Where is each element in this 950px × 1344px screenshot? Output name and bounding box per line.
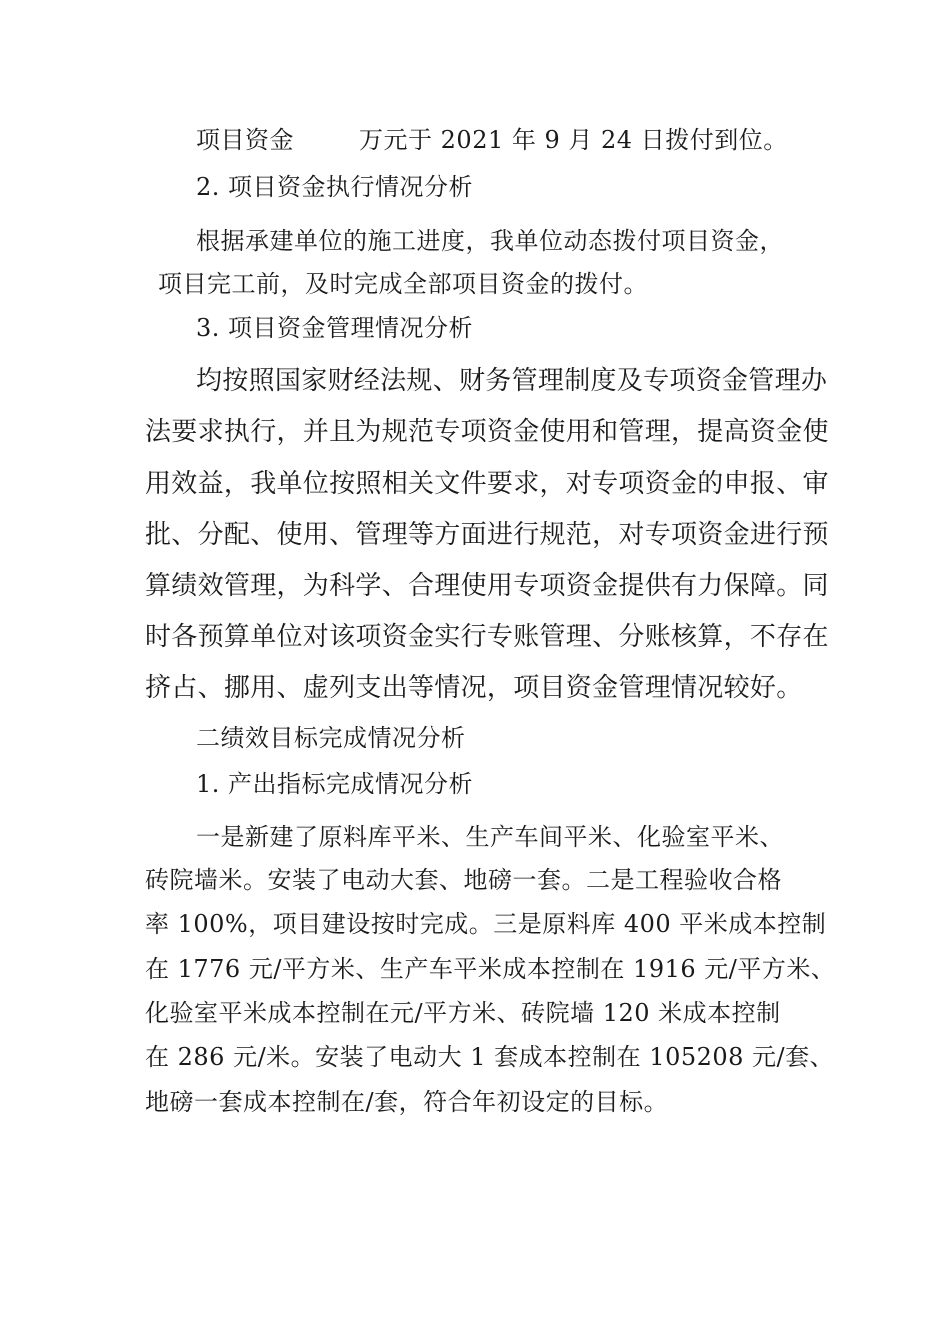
paragraph-line-management-1: 均按照国家财经法规、财务管理制度及专项资金管理办 xyxy=(196,366,828,396)
paragraph-line-execution-1: 根据承建单位的施工进度，我单位动态拨付项目资金， xyxy=(196,227,784,255)
paragraph-line-output-4: 在 1776 元/平方米、生产车平米成本控制在 1916 元/平方米、 xyxy=(145,955,836,983)
paragraph-line-output-6: 在 286 元/米。安装了电动大 1 套成本控制在 105208 元/套、 xyxy=(145,1043,835,1071)
heading-funding-management: 3. 项目资金管理情况分析 xyxy=(196,314,474,342)
paragraph-line-output-3: 率 100%，项目建设按时完成。三是原料库 400 平米成本控制 xyxy=(145,910,827,938)
paragraph-line-management-7: 挤占、挪用、虚列支出等情况，项目资金管理情况较好。 xyxy=(145,673,803,703)
paragraph-line-management-2: 法要求执行，并且为规范专项资金使用和管理，提高资金使 xyxy=(145,417,829,447)
paragraph-line-output-1: 一是新建了原料库平米、生产车间平米、化验室平米、 xyxy=(196,823,784,851)
paragraph-line-output-7: 地磅一套成本控制在/套，符合年初设定的目标。 xyxy=(145,1088,669,1116)
paragraph-line-funding-date: 项目资金 万元于 2021 年 9 月 24 日拨付到位。 xyxy=(196,126,788,154)
heading-output-indicators: 1. 产出指标完成情况分析 xyxy=(196,770,474,798)
paragraph-line-management-5: 算绩效管理，为科学、合理使用专项资金提供有力保障。同 xyxy=(145,571,829,601)
paragraph-line-management-4: 批、分配、使用、管理等方面进行规范，对专项资金进行预 xyxy=(145,520,829,550)
heading-performance-goals: 二绩效目标完成情况分析 xyxy=(196,724,466,752)
paragraph-line-management-6: 时各预算单位对该项资金实行专账管理、分账核算，不存在 xyxy=(145,622,829,652)
heading-funding-execution: 2. 项目资金执行情况分析 xyxy=(196,173,474,201)
paragraph-line-execution-2: 项目完工前，及时完成全部项目资金的拨付。 xyxy=(158,270,648,298)
paragraph-line-management-3: 用效益，我单位按照相关文件要求，对专项资金的申报、审 xyxy=(145,469,829,499)
paragraph-line-output-5: 化验室平米成本控制在元/平方米、砖院墙 120 米成本控制 xyxy=(145,999,781,1027)
paragraph-line-output-2: 砖院墙米。安装了电动大套、地磅一套。二是工程验收合格 xyxy=(145,866,782,894)
